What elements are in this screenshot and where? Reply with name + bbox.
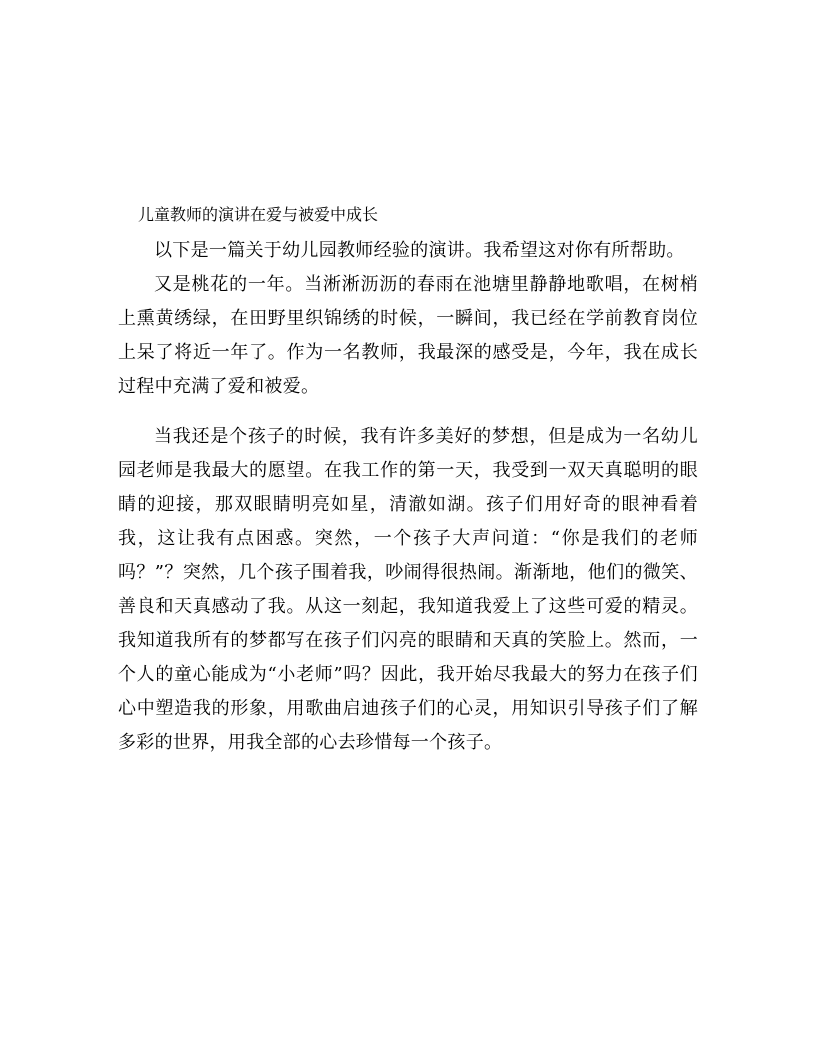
body-paragraph-childhood-dream: 当我还是个孩子的时候，我有许多美好的梦想，但是成为一名幼儿园老师是我最大的愿望。在我工作的第一天，我受到一双天真聪明的眼睛的迎接，那双眼睛明亮如星，清澈如湖。孩子们用好奇的眼神看着我，这让我有点困惑。突然，一个孩子大声问道：“你是我们的老师吗？”？突然，几个孩子围着我，吵闹得很热闹。渐渐地，他们的微笑、善良和天真感动了我。从这一刻起，我知道我爱上了这些可爱的精灵。我知道我所有的梦都写在孩子们闪亮的眼睛和天真的笑脸上。然而，一个人的童心能成为“小老师”吗？因此，我开始尽我最大的努力在孩子们心中塑造我的形象，用歌曲启迪孩子们的心灵，用知识引导孩子们了解多彩的世界，用我全部的心去珍惜每一个孩子。 <box>118 426 698 753</box>
body-paragraph-peach-blossom: 又是桃花的一年。当淅淅沥沥的春雨在池塘里静静地歌唱，在树梢上熏黄绣绿，在田野里织锦绣的时候，一瞬间，我已经在学前教育岗位上呆了将近一年了。作为一名教师，我最深的感受是，今年，我在成长过程中充满了爱和被爱。 <box>118 274 698 397</box>
intro-paragraph: 以下是一篇关于幼儿园教师经验的演讲。我希望这对你有所帮助。 <box>154 240 685 261</box>
document-body <box>118 200 698 760</box>
document-title: 儿童教师的演讲在爱与被爱中成长 <box>138 205 379 224</box>
